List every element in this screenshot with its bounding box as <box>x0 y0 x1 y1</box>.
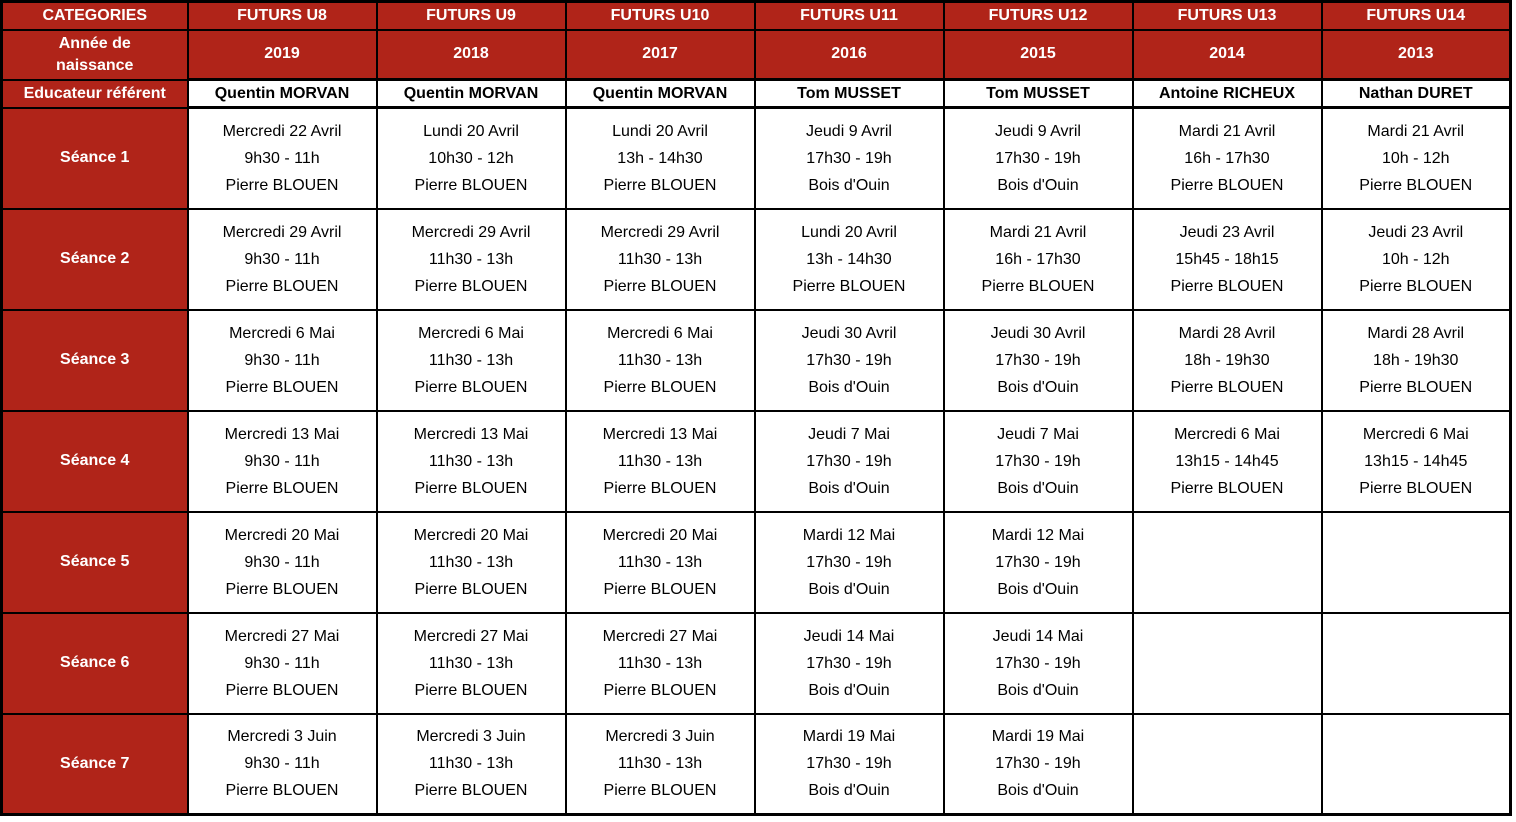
session-row <box>2 108 1511 209</box>
session-row <box>2 411 1511 512</box>
session-line: Pierre BLOUEN <box>225 479 339 497</box>
educator-header-cell: Educateur référent <box>2 80 188 108</box>
year-u11: 2016 <box>755 30 944 80</box>
session-line: 11h30 - 13h <box>617 755 703 773</box>
session-cell <box>377 209 566 310</box>
session-line: 17h30 - 19h <box>995 452 1081 470</box>
session-line: Pierre BLOUEN <box>603 277 717 295</box>
session-line: 17h30 - 19h <box>995 553 1081 571</box>
session-cell <box>377 108 566 209</box>
session-line: Bois d'Ouin <box>808 580 890 598</box>
session-line: 11h30 - 13h <box>428 553 514 571</box>
session-row <box>2 310 1511 411</box>
session-line: Mercredi 27 Mai <box>224 627 340 645</box>
session-line: 11h30 - 13h <box>617 351 703 369</box>
session-line: Mardi 12 Mai <box>991 526 1085 544</box>
session-line: Mercredi 13 Mai <box>413 425 529 443</box>
session-line: Mercredi 20 Mai <box>602 526 718 544</box>
session-line: Mardi 12 Mai <box>802 526 896 544</box>
category-u13: FUTURS U13 <box>1133 2 1322 30</box>
session-cell <box>944 714 1133 815</box>
session-line: Bois d'Ouin <box>997 378 1079 396</box>
session-cell <box>377 411 566 512</box>
session-cell <box>566 512 755 613</box>
session-cell <box>188 411 377 512</box>
session-cell <box>1133 209 1322 310</box>
session-cell <box>188 613 377 714</box>
session-line: Lundi 20 Avril <box>612 122 708 140</box>
educator-u12: Tom MUSSET <box>944 80 1133 108</box>
session-line: 10h - 12h <box>1381 149 1450 167</box>
session-line: 10h30 - 12h <box>428 149 514 167</box>
session-line: Mercredi 20 Mai <box>413 526 529 544</box>
session-line: Mercredi 6 Mai <box>607 324 713 342</box>
session-cell <box>566 209 755 310</box>
session-cell <box>1322 613 1511 714</box>
schedule-body <box>2 108 1511 815</box>
educator-u9: Quentin MORVAN <box>377 80 566 108</box>
session-line: Pierre BLOUEN <box>414 176 528 194</box>
session-line: Pierre BLOUEN <box>225 176 339 194</box>
session-line: Pierre BLOUEN <box>414 378 528 396</box>
session-line: Jeudi 14 Mai <box>992 627 1084 645</box>
educator-u14: Nathan DURET <box>1322 80 1511 108</box>
year-u10: 2017 <box>566 30 755 80</box>
session-line: 11h30 - 13h <box>428 250 514 268</box>
session-line: Bois d'Ouin <box>997 580 1079 598</box>
session-line: Mercredi 13 Mai <box>224 425 340 443</box>
session-line: Jeudi 30 Avril <box>801 324 897 342</box>
session-line: Jeudi 7 Mai <box>997 425 1079 443</box>
session-line: Jeudi 7 Mai <box>808 425 890 443</box>
session-label: Séance 1 <box>2 108 188 209</box>
session-cell <box>188 714 377 815</box>
session-line: Pierre BLOUEN <box>225 378 339 396</box>
birth-year-row <box>2 30 1511 80</box>
session-line: 13h - 14h30 <box>806 250 892 268</box>
birth-year-header-cell <box>2 30 188 80</box>
session-cell <box>755 310 944 411</box>
schedule-header <box>2 2 1511 108</box>
session-cell <box>755 209 944 310</box>
session-cell <box>1322 310 1511 411</box>
session-line: 11h30 - 13h <box>617 250 703 268</box>
session-cell <box>377 512 566 613</box>
session-line: 10h - 12h <box>1381 250 1450 268</box>
session-line: Jeudi 14 Mai <box>803 627 895 645</box>
educator-row <box>2 80 1511 108</box>
session-cell <box>1133 512 1322 613</box>
session-cell <box>1322 108 1511 209</box>
session-line: 9h30 - 11h <box>244 149 320 167</box>
session-row <box>2 512 1511 613</box>
session-cell <box>1133 310 1322 411</box>
session-line: 11h30 - 13h <box>617 452 703 470</box>
categories-header-cell: CATEGORIES <box>2 2 188 30</box>
year-u12: 2015 <box>944 30 1133 80</box>
session-cell <box>755 714 944 815</box>
session-line: Pierre BLOUEN <box>981 277 1095 295</box>
session-line: 17h30 - 19h <box>806 149 892 167</box>
session-label: Séance 4 <box>2 411 188 512</box>
session-line: Mercredi 29 Avril <box>411 223 531 241</box>
session-cell <box>1322 512 1511 613</box>
session-line: Mercredi 29 Avril <box>600 223 720 241</box>
session-line: 11h30 - 13h <box>617 654 703 672</box>
session-line: Mercredi 3 Juin <box>227 728 337 746</box>
session-line: 18h - 19h30 <box>1184 351 1270 369</box>
session-cell <box>944 310 1133 411</box>
session-cell <box>188 310 377 411</box>
session-cell <box>944 411 1133 512</box>
year-u9: 2018 <box>377 30 566 80</box>
session-line: Bois d'Ouin <box>808 681 890 699</box>
session-line: Mardi 21 Avril <box>989 223 1087 241</box>
session-line: 9h30 - 11h <box>244 755 320 773</box>
educator-u10: Quentin MORVAN <box>566 80 755 108</box>
session-line: Pierre BLOUEN <box>225 580 339 598</box>
session-line: Bois d'Ouin <box>808 479 890 497</box>
session-line: 13h - 14h30 <box>617 149 703 167</box>
session-line: 18h - 19h30 <box>1373 351 1459 369</box>
session-cell <box>377 714 566 815</box>
session-line: 13h15 - 14h45 <box>1364 452 1468 470</box>
session-label: Séance 7 <box>2 714 188 815</box>
session-line: 9h30 - 11h <box>244 250 320 268</box>
session-line: Lundi 20 Avril <box>423 122 519 140</box>
session-line: Bois d'Ouin <box>808 378 890 396</box>
session-line: Mercredi 3 Juin <box>605 728 715 746</box>
session-line: Jeudi 9 Avril <box>995 122 1081 140</box>
session-line: 17h30 - 19h <box>995 351 1081 369</box>
session-line: Pierre BLOUEN <box>603 782 717 800</box>
session-line: Pierre BLOUEN <box>225 681 339 699</box>
session-line: 17h30 - 19h <box>995 654 1081 672</box>
session-line: Bois d'Ouin <box>997 782 1079 800</box>
session-line: Mardi 28 Avril <box>1178 324 1276 342</box>
session-line: Mercredi 22 Avril <box>222 122 342 140</box>
session-line: Mercredi 27 Mai <box>413 627 529 645</box>
session-row <box>2 209 1511 310</box>
educator-u11: Tom MUSSET <box>755 80 944 108</box>
session-cell <box>1322 714 1511 815</box>
session-cell <box>755 613 944 714</box>
session-line: 17h30 - 19h <box>806 553 892 571</box>
session-line: 16h - 17h30 <box>995 250 1081 268</box>
session-label: Séance 5 <box>2 512 188 613</box>
session-line: Mercredi 27 Mai <box>602 627 718 645</box>
category-u12: FUTURS U12 <box>944 2 1133 30</box>
session-cell <box>944 512 1133 613</box>
session-line: Pierre BLOUEN <box>1170 378 1284 396</box>
session-cell <box>944 613 1133 714</box>
category-u9: FUTURS U9 <box>377 2 566 30</box>
session-line: Jeudi 9 Avril <box>806 122 892 140</box>
session-cell <box>188 512 377 613</box>
category-u10: FUTURS U10 <box>566 2 755 30</box>
session-line: Mercredi 29 Avril <box>222 223 342 241</box>
session-label: Séance 2 <box>2 209 188 310</box>
session-line: 16h - 17h30 <box>1184 149 1270 167</box>
session-line: Pierre BLOUEN <box>414 479 528 497</box>
session-line: 11h30 - 13h <box>428 452 514 470</box>
session-line: Mardi 19 Mai <box>802 728 896 746</box>
session-line: Jeudi 23 Avril <box>1368 223 1464 241</box>
session-cell <box>1322 209 1511 310</box>
session-cell <box>566 714 755 815</box>
session-line: 11h30 - 13h <box>428 755 514 773</box>
category-u8: FUTURS U8 <box>188 2 377 30</box>
session-line: Mercredi 6 Mai <box>418 324 524 342</box>
session-line: Pierre BLOUEN <box>1359 176 1473 194</box>
educator-u13: Antoine RICHEUX <box>1133 80 1322 108</box>
session-line: Mardi 21 Avril <box>1178 122 1276 140</box>
session-line: Mardi 28 Avril <box>1367 324 1465 342</box>
session-line: 9h30 - 11h <box>244 452 320 470</box>
session-line: Jeudi 30 Avril <box>990 324 1086 342</box>
session-line: 17h30 - 19h <box>995 755 1081 773</box>
session-line: Pierre BLOUEN <box>1170 176 1284 194</box>
session-cell <box>566 613 755 714</box>
session-cell <box>755 512 944 613</box>
session-line: Pierre BLOUEN <box>414 580 528 598</box>
session-line: 11h30 - 13h <box>428 654 514 672</box>
session-line: Mardi 21 Avril <box>1367 122 1465 140</box>
session-line: Mercredi 3 Juin <box>416 728 526 746</box>
session-cell <box>1133 108 1322 209</box>
session-line: 15h45 - 18h15 <box>1175 250 1279 268</box>
categories-row <box>2 2 1511 30</box>
session-line: 17h30 - 19h <box>806 351 892 369</box>
session-line: Mercredi 13 Mai <box>602 425 718 443</box>
session-row <box>2 613 1511 714</box>
session-cell <box>755 411 944 512</box>
session-line: Pierre BLOUEN <box>1359 479 1473 497</box>
session-line: 9h30 - 11h <box>244 553 320 571</box>
session-cell <box>188 108 377 209</box>
session-line: 17h30 - 19h <box>806 452 892 470</box>
session-cell <box>1133 613 1322 714</box>
session-line: Mercredi 6 Mai <box>1362 425 1469 443</box>
session-line: Pierre BLOUEN <box>603 176 717 194</box>
session-line: 11h30 - 13h <box>617 553 703 571</box>
session-line: 13h15 - 14h45 <box>1175 452 1279 470</box>
session-line: Mercredi 6 Mai <box>1174 425 1280 443</box>
session-line: Pierre BLOUEN <box>1359 378 1473 396</box>
educator-u8: Quentin MORVAN <box>188 80 377 108</box>
session-line: 17h30 - 19h <box>995 149 1081 167</box>
session-line: Lundi 20 Avril <box>801 223 897 241</box>
session-cell <box>1322 411 1511 512</box>
session-line: Pierre BLOUEN <box>1170 277 1284 295</box>
session-line: 9h30 - 11h <box>244 351 320 369</box>
session-cell <box>944 108 1133 209</box>
session-line: Pierre BLOUEN <box>225 277 339 295</box>
session-line: 11h30 - 13h <box>428 351 514 369</box>
session-cell <box>944 209 1133 310</box>
session-line: Pierre BLOUEN <box>414 277 528 295</box>
session-cell <box>566 411 755 512</box>
session-cell <box>188 209 377 310</box>
session-cell <box>755 108 944 209</box>
session-cell <box>1133 411 1322 512</box>
session-cell <box>377 613 566 714</box>
session-line: Bois d'Ouin <box>808 176 890 194</box>
session-line: Pierre BLOUEN <box>1359 277 1473 295</box>
session-cell <box>566 108 755 209</box>
session-line: 17h30 - 19h <box>806 654 892 672</box>
session-line: Pierre BLOUEN <box>603 479 717 497</box>
session-line: 17h30 - 19h <box>806 755 892 773</box>
session-line: Pierre BLOUEN <box>792 277 906 295</box>
session-cell <box>1133 714 1322 815</box>
session-line: Bois d'Ouin <box>997 479 1079 497</box>
session-line: Bois d'Ouin <box>997 176 1079 194</box>
session-cell <box>377 310 566 411</box>
year-u14: 2013 <box>1322 30 1511 80</box>
session-line: Mercredi 20 Mai <box>224 526 340 544</box>
session-line: 9h30 - 11h <box>244 654 320 672</box>
session-row <box>2 714 1511 815</box>
session-line: Pierre BLOUEN <box>414 782 528 800</box>
session-line: Bois d'Ouin <box>808 782 890 800</box>
session-label: Séance 6 <box>2 613 188 714</box>
category-u14: FUTURS U14 <box>1322 2 1511 30</box>
session-line: Pierre BLOUEN <box>603 580 717 598</box>
session-cell <box>566 310 755 411</box>
session-line: Pierre BLOUEN <box>1170 479 1284 497</box>
birth-year-label: Année de naissance <box>56 34 134 74</box>
session-line: Bois d'Ouin <box>997 681 1079 699</box>
session-line: Pierre BLOUEN <box>603 681 717 699</box>
year-u8: 2019 <box>188 30 377 80</box>
session-line: Pierre BLOUEN <box>414 681 528 699</box>
session-label: Séance 3 <box>2 310 188 411</box>
session-line: Pierre BLOUEN <box>225 782 339 800</box>
session-line: Jeudi 23 Avril <box>1179 223 1275 241</box>
session-line: Mercredi 6 Mai <box>229 324 335 342</box>
category-u11: FUTURS U11 <box>755 2 944 30</box>
year-u13: 2014 <box>1133 30 1322 80</box>
session-line: Pierre BLOUEN <box>603 378 717 396</box>
session-line: Mardi 19 Mai <box>991 728 1085 746</box>
